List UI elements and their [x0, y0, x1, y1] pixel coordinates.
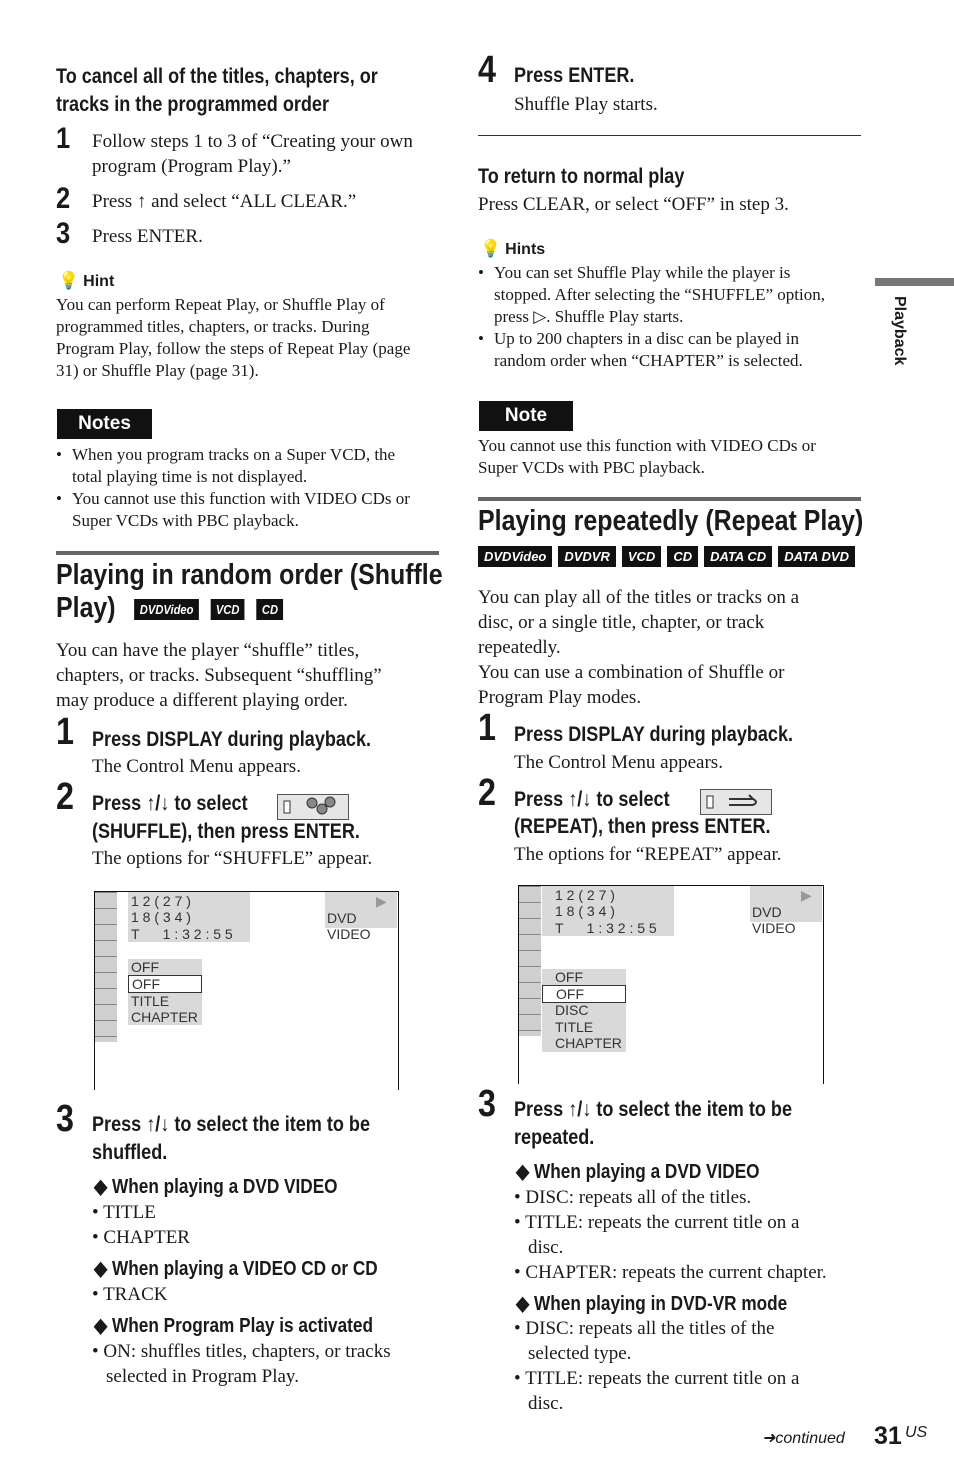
- region-code: US: [905, 1424, 928, 1441]
- step-text: Follow steps 1 to 3 of “Creating your own program (Program Play).”: [92, 131, 413, 177]
- step-title: Press DISPLAY during playback.: [514, 723, 794, 746]
- cd-badge: CD: [667, 546, 698, 567]
- step-title: Press DISPLAY during playback.: [92, 728, 372, 751]
- step-number: 3: [56, 217, 71, 250]
- shuffle-intro: You can have the player “shuffle” titles, chapters, or tracks. Subsequent “shuffling” may produce a different playing order.: [56, 640, 382, 711]
- sub-list: [514, 1185, 874, 1285]
- play-icon: ▶: [376, 893, 387, 909]
- step-number: 1: [478, 707, 496, 749]
- step-title: Press ↑/↓ to select: [92, 792, 248, 815]
- osd-chapter-line: 1 8 ( 3 4 ): [131, 909, 191, 925]
- osd-time-line: T 1 : 3 2 : 5 5: [555, 920, 657, 936]
- osd-mode: DVD VIDEO: [752, 904, 796, 936]
- step-number: 1: [56, 711, 74, 753]
- hints-list: [478, 262, 868, 372]
- section-divider: [478, 497, 861, 501]
- page-number: 31: [874, 1422, 902, 1450]
- osd-option[interactable]: CHAPTER: [131, 1009, 198, 1025]
- step-text: The Control Menu appears.: [514, 752, 723, 773]
- shuffle-section-title: Playing in random order (Shuffle Play) DVDVideo VCD CD: [56, 559, 443, 624]
- repeat-menu-icon: [700, 789, 772, 815]
- osd-option[interactable]: OFF: [131, 959, 159, 975]
- step-number: 3: [478, 1083, 496, 1125]
- step-text: The Control Menu appears.: [92, 756, 301, 777]
- sub-heading: ◆ When playing in DVD-VR mode: [516, 1293, 788, 1315]
- control-menu-screen: [518, 885, 824, 1084]
- repeat-intro: You can play all of the titles or tracks on a disc, or a single title, chapter, or track repeatedly. You can use a combination of Shuffle or Program Play modes.: [478, 587, 799, 708]
- step-text: Press ENTER.: [92, 226, 203, 247]
- step-title: Press ENTER.: [514, 64, 635, 87]
- step-title: Press ↑/↓ to select: [514, 788, 670, 811]
- list-item: • CHAPTER: [92, 1227, 190, 1248]
- osd-option[interactable]: TITLE: [131, 993, 170, 1009]
- osd-option[interactable]: CHAPTER: [555, 1035, 622, 1051]
- osd-title-line: 1 2 ( 2 7 ): [131, 893, 191, 909]
- step-number: 2: [56, 182, 71, 215]
- arrow-right-icon: ➜: [762, 1430, 776, 1447]
- osd-mode: DVD VIDEO: [327, 910, 371, 942]
- osd-option-selected[interactable]: OFF: [542, 985, 626, 1003]
- hints-header: 💡 Hints: [480, 239, 546, 259]
- shuffle-menu-icon: [277, 794, 349, 820]
- step-title: Press ↑/↓ to select the item to be shuffled.: [92, 1113, 371, 1164]
- osd-title-line: 1 2 ( 2 7 ): [555, 887, 615, 903]
- list-item: • DISC: repeats all the titles of the selected type.: [514, 1318, 775, 1364]
- osd-option[interactable]: DISC: [555, 1002, 589, 1018]
- notes-list: [56, 444, 446, 532]
- vcd-badge: VCD: [622, 546, 661, 567]
- notes-label: Notes: [57, 409, 152, 439]
- list-item: • You can set Shuffle Play while the player is stopped. After selecting the “SHUFFLE” option, press ▷. Shuffle Play starts.: [478, 262, 868, 328]
- step-text: Shuffle Play starts.: [514, 94, 658, 115]
- format-badges: [478, 546, 861, 567]
- step-title: (REPEAT), then press ENTER.: [514, 815, 771, 838]
- list-item: • Up to 200 chapters in a disc can be played in random order when “CHAPTER” is selected.: [478, 328, 868, 372]
- list-item: • TITLE: repeats the current title on a disc.: [514, 1212, 800, 1258]
- divider: [478, 135, 861, 136]
- osd-option-selected[interactable]: OFF: [128, 975, 202, 993]
- list-item: • TRACK: [92, 1284, 168, 1305]
- cd-badge: CD: [257, 599, 283, 620]
- side-tab-bar: [875, 278, 954, 286]
- step-number: 4: [478, 49, 496, 91]
- list-item: • When you program tracks on a Super VCD, the total playing time is not displayed.: [56, 444, 446, 488]
- step-number: 3: [56, 1098, 74, 1140]
- osd-chapter-line: 1 8 ( 3 4 ): [555, 903, 615, 919]
- step-number: 2: [56, 776, 74, 818]
- step-text: The options for “REPEAT” appear.: [514, 844, 782, 865]
- sub-heading: ◆ When playing a DVD VIDEO: [94, 1176, 338, 1198]
- list-item: • TITLE: [92, 1202, 156, 1223]
- hint-header: 💡 Hint: [58, 271, 115, 291]
- dvd-vr-badge: DVDVR: [558, 546, 616, 567]
- control-menu-screen: [94, 891, 399, 1090]
- step-number: 1: [56, 122, 71, 155]
- step-text: Press ↑ and select “ALL CLEAR.”: [92, 191, 357, 212]
- list-item: • ON: shuffles titles, chapters, or tracks selected in Program Play.: [92, 1341, 391, 1387]
- step-text: The options for “SHUFFLE” appear.: [92, 848, 373, 869]
- step-title: (SHUFFLE), then press ENTER.: [92, 820, 360, 843]
- data-cd-badge: DATA CD: [704, 546, 772, 567]
- step-number: 2: [478, 772, 496, 814]
- step-title: Press ↑/↓ to select the item to be repeated.: [514, 1098, 793, 1149]
- section-divider: [56, 551, 439, 555]
- play-icon: ▶: [801, 887, 812, 903]
- sub-heading: ◆ When Program Play is activated: [94, 1315, 373, 1337]
- sub-heading: ◆ When playing a DVD VIDEO: [516, 1161, 760, 1183]
- side-tab-label: Playback: [891, 296, 908, 366]
- list-item: • TITLE: repeats the current title on a disc.: [514, 1368, 800, 1414]
- return-text: Press CLEAR, or select “OFF” in step 3.: [478, 194, 789, 215]
- lightbulb-icon: 💡: [480, 239, 502, 259]
- list-item: • CHAPTER: repeats the current chapter.: [514, 1262, 827, 1283]
- note-label: Note: [479, 401, 573, 431]
- sub-heading: ◆ When playing a VIDEO CD or CD: [94, 1258, 378, 1280]
- osd-time-line: T 1 : 3 2 : 5 5: [131, 926, 233, 942]
- return-heading: To return to normal play: [478, 165, 685, 188]
- lightbulb-icon: 💡: [58, 271, 80, 291]
- sub-list: [92, 1200, 190, 1250]
- note-text: You cannot use this function with VIDEO CDs or Super VCDs with PBC playback.: [478, 436, 816, 477]
- cancel-heading: To cancel all of the titles, chapters, or tracks in the programmed order: [56, 65, 378, 116]
- list-item: • DISC: repeats all of the titles.: [514, 1187, 752, 1208]
- vcd-badge: VCD: [211, 599, 245, 620]
- list-item: • You cannot use this function with VIDEO CDs or Super VCDs with PBC playback.: [56, 488, 446, 532]
- osd-option[interactable]: TITLE: [555, 1019, 594, 1035]
- dvd-video-badge: DVDVideo: [478, 546, 552, 567]
- dvd-video-badge: DVDVideo: [135, 599, 199, 620]
- data-dvd-badge: DATA DVD: [778, 546, 855, 567]
- hint-text: You can perform Repeat Play, or Shuffle Play of programmed titles, chapters, or tracks. During Program Play, follow the steps of Repeat Play (page 31) or Shuffle Play (page 31).: [56, 295, 411, 380]
- continued-note: ➜continued: [762, 1430, 845, 1447]
- repeat-section-title: Playing repeatedly (Repeat Play): [478, 505, 864, 537]
- sub-list: [514, 1316, 874, 1416]
- osd-option[interactable]: OFF: [555, 969, 583, 985]
